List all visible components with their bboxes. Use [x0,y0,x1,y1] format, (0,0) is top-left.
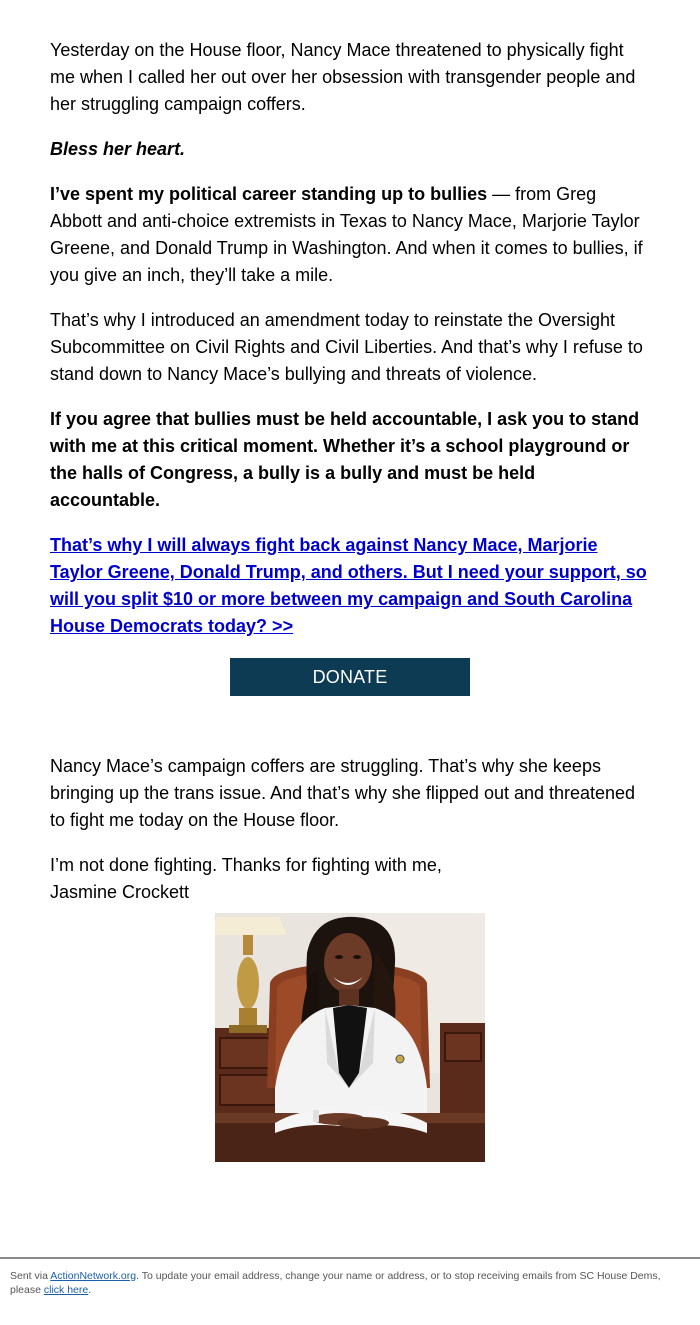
paragraph-amendment: That’s why I introduced an amendment today to reinstate the Oversight Subcommittee on Civil Rights and Civil Liberties. And that’s why I refuse to stand down to Nancy Mace’s bullying and threats of violence. [50,310,643,384]
paragraph-closing [50,852,650,906]
paragraph-bullies [50,181,650,289]
paragraph-bullies-rest: — from Greg Abbott and anti-choice extremists in Texas to Nancy Mace, Marjorie Taylor Greene, and Donald Trump in Washington. And when it comes to bullies, if you give an inch, they’ll take a mile. [50,184,643,285]
unsubscribe-link[interactable]: click here [43,1284,89,1296]
portrait-photo [215,913,485,1162]
footer-prefix: Sent via [10,1270,51,1282]
donate-button-wrap [50,658,650,696]
footer-middle: . To update your email address, change your name or address, or to stop receiving emails from SC House Dems, please [10,1270,661,1296]
paragraph-coffers: Nancy Mace’s campaign coffers are struggling. That’s why she keeps bringing up the trans issue. And that’s why she flipped out and threatened to fight me today on the House floor. [50,756,636,830]
paragraph-bless: Bless her heart. [50,139,186,159]
paragraph-accountable: If you agree that bullies must be held accountable, I ask you to stand with me at this critical moment. Whether it’s a school playground or the halls of Congress, a bully is a bully and must be held accountable. [50,409,640,510]
paragraph-bullies-bold: I’ve spent my political career standing up to bullies [50,184,488,204]
email-footer [0,1257,700,1297]
footer-text [10,1269,690,1297]
actionnetwork-link[interactable]: ActionNetwork.org [50,1270,137,1282]
closing-line: I’m not done fighting. Thanks for fighting with me, [50,855,442,875]
paragraph-intro: Yesterday on the House floor, Nancy Mace threatened to physically fight me when I called her out over her obsession with transgender people and her struggling campaign coffers. [50,40,636,114]
footer-suffix: . [88,1284,92,1296]
email-body [50,37,650,906]
donate-cta-link[interactable]: That’s why I will always fight back against Nancy Mace, Marjorie Taylor Greene, Donald Trump, and others. But I need your support, so will you split $10 or more between my campaign and South Carolina House Democrats today? >> [50,535,647,636]
signature-name: Jasmine Crockett [50,882,190,902]
donate-button[interactable]: DONATE [230,658,470,696]
paragraph-cta [50,532,650,640]
